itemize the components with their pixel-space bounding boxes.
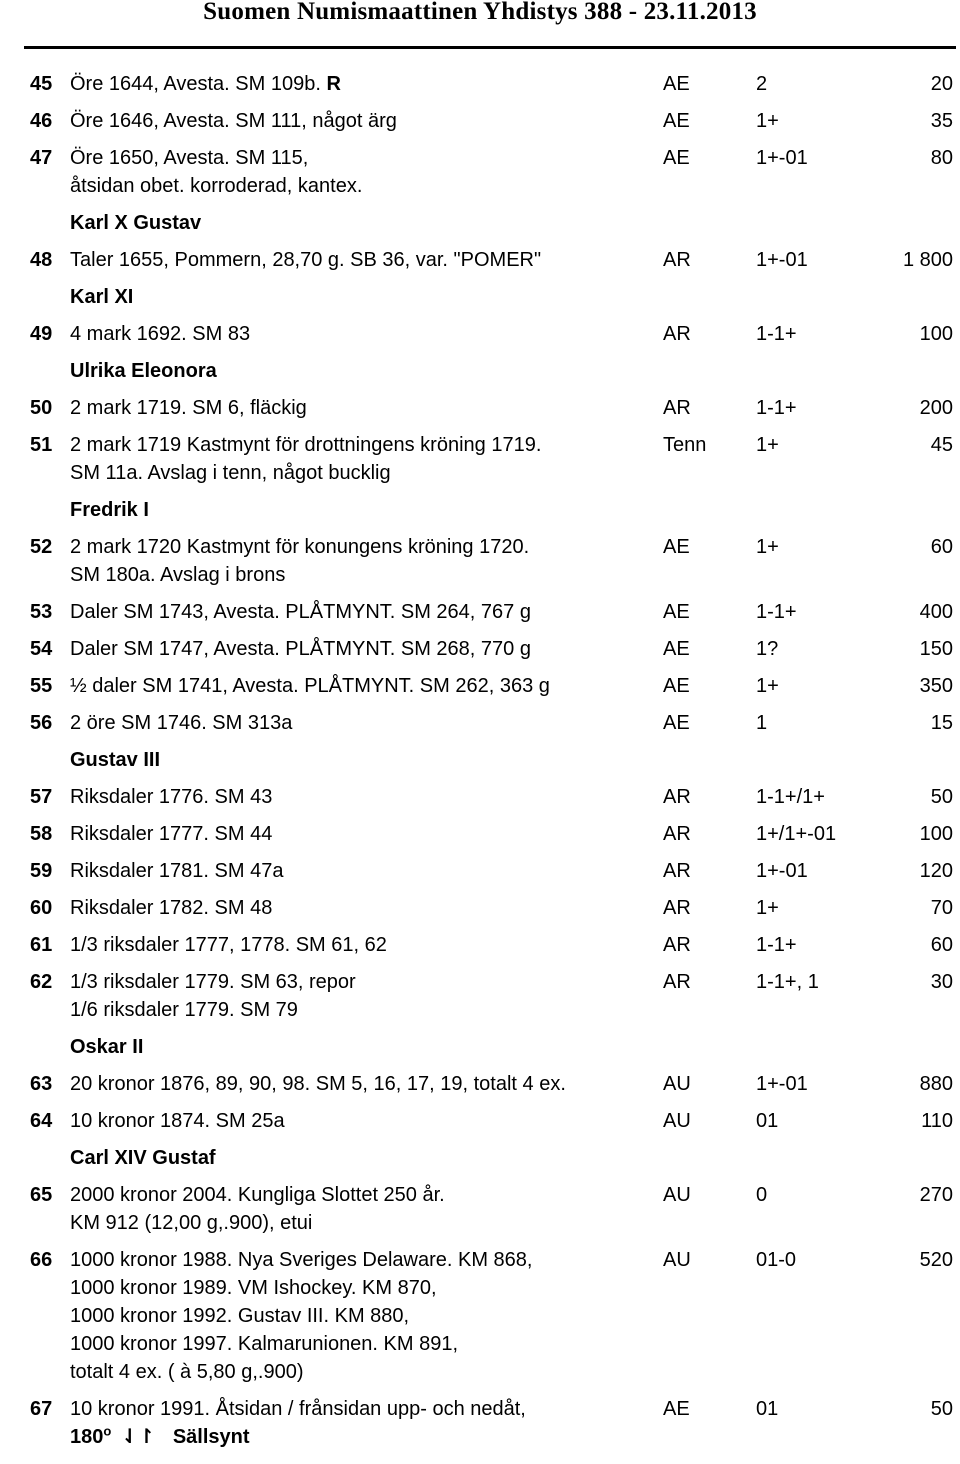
description-line [70,1070,655,1098]
metal-code: AR [663,897,691,919]
condition-grade: 1-1+/1+ [756,786,825,808]
metal-code: AE [663,638,690,660]
description-line [70,1358,655,1386]
lot-description [70,598,655,626]
description-line [70,1209,655,1237]
description-line [70,1181,655,1209]
lot-number: 63 [30,1073,53,1095]
lot-description [70,931,655,959]
description-line [70,894,655,922]
lot-row [0,931,960,959]
lot-row [0,70,960,98]
metal-code: Tenn [663,434,707,456]
description-text: 1/6 riksdaler 1779. SM 79 [70,999,298,1021]
condition-grade: 1+ [756,434,779,456]
lot-number: 65 [30,1184,53,1206]
lot-description [70,144,655,200]
description-text: 20 kronor 1876, 89, 90, 98. SM 5, 16, 17, 19, totalt 4 ex. [70,1073,566,1095]
description-line [70,996,655,1024]
lot-description [70,672,655,700]
condition-grade: 2 [756,73,768,95]
lot-number: 64 [30,1110,53,1132]
description-line [70,635,655,663]
lot-number: 67 [30,1398,53,1420]
condition-grade: 1+-01 [756,1073,808,1095]
condition-grade: 01 [756,1398,779,1420]
metal-code: AU [663,1249,691,1271]
metal-code: AU [663,1073,691,1095]
starting-price: 20 [930,73,953,95]
condition-grade: 1+ [756,536,779,558]
lot-row [0,1181,960,1237]
lot-number: 58 [30,823,53,845]
lot-number: 47 [30,147,53,169]
description-text: totalt 4 ex. ( à 5,80 g,.900) [70,1361,304,1383]
starting-price: 30 [930,971,953,993]
lot-description [70,246,655,274]
lot-description [70,431,655,487]
metal-code: AE [663,675,690,697]
lot-row [0,672,960,700]
description-text: 10 kronor 1874. SM 25a [70,1110,285,1132]
description-line [70,533,655,561]
description-text: 1/3 riksdaler 1779. SM 63, repor [70,971,356,993]
description-text: 2 mark 1719. SM 6, fläckig [70,397,307,419]
starting-price: 80 [930,147,953,169]
starting-price: 45 [930,434,953,456]
lot-description [70,107,655,135]
starting-price: 100 [919,823,953,845]
condition-grade: 1-1+, 1 [756,971,819,993]
lot-number: 45 [30,73,53,95]
starting-price: 200 [919,397,953,419]
lot-description [70,1070,655,1098]
description-line [70,820,655,848]
lot-row [0,144,960,200]
starting-price: 15 [930,712,953,734]
metal-code: AR [663,249,691,271]
lot-number: 66 [30,1249,53,1271]
rotation-angle: 180 [70,1426,104,1448]
description-line [70,1302,655,1330]
description-text: 1000 kronor 1988. Nya Sveriges Delaware. KM 868, [70,1249,533,1271]
condition-grade: 1+/1+-01 [756,823,837,845]
up-down-arrows-icon: ⇃↾ [121,1426,155,1448]
description-line [70,459,655,487]
description-text: ½ daler SM 1741, Avesta. PLÅTMYNT. SM 262, 363 g [70,675,550,697]
lot-row [0,968,960,1024]
section-heading-text: Oskar II [70,1036,144,1058]
section-heading [0,283,960,311]
section-heading [0,357,960,385]
section-heading-text: Karl X Gustav [70,212,202,234]
lot-row [0,533,960,589]
description-text: 10 kronor 1991. Åtsidan / frånsidan upp- och nedåt, [70,1398,526,1420]
lot-description [70,709,655,737]
starting-price: 350 [919,675,953,697]
description-text: Riksdaler 1777. SM 44 [70,823,273,845]
description-text: 1000 kronor 1989. VM Ishockey. KM 870, [70,1277,437,1299]
metal-code: AE [663,601,690,623]
lot-number: 48 [30,249,53,271]
section-heading-text: Fredrik I [70,499,149,521]
section-heading [0,209,960,237]
lot-description [70,320,655,348]
lot-number: 62 [30,971,53,993]
starting-price: 35 [930,110,953,132]
starting-price: 150 [919,638,953,660]
description-text: 1000 kronor 1992. Gustav III. KM 880, [70,1305,410,1327]
lot-description [70,1181,655,1237]
description-line [70,1107,655,1135]
condition-grade: 1-1+ [756,397,797,419]
lot-row [0,107,960,135]
lot-number: 57 [30,786,53,808]
starting-price: 60 [930,536,953,558]
description-text: Daler SM 1747, Avesta. PLÅTMYNT. SM 268, 770 g [70,638,531,660]
metal-code: AE [663,712,690,734]
lot-number: 51 [30,434,53,456]
lot-row [0,394,960,422]
condition-grade: 1 [756,712,768,734]
starting-price: 520 [919,1249,953,1271]
description-line [70,107,655,135]
starting-price: 270 [919,1184,953,1206]
description-text: 2 mark 1720 Kastmynt för konungens kröning 1720. [70,536,530,558]
lot-row [0,1107,960,1135]
lot-number: 60 [30,897,53,919]
condition-grade: 1+ [756,110,779,132]
section-heading-text: Gustav III [70,749,161,771]
description-text: Riksdaler 1782. SM 48 [70,897,273,919]
description-line [70,561,655,589]
lot-description [70,1395,655,1451]
lot-list [0,70,960,1460]
lot-number: 49 [30,323,53,345]
condition-grade: 1-1+ [756,601,797,623]
rarity-note: Sällsynt [172,1426,250,1448]
lot-description [70,968,655,1024]
lot-row [0,1246,960,1386]
lot-description [70,533,655,589]
section-heading-text: Karl XI [70,286,134,308]
starting-price: 120 [919,860,953,882]
condition-grade: 01 [756,1110,779,1132]
description-line [70,70,655,98]
starting-price: 50 [930,786,953,808]
description-text: SM 11a. Avslag i tenn, något bucklig [70,462,391,484]
condition-grade: 1? [756,638,779,660]
description-text: 2 mark 1719 Kastmynt för drottningens kröning 1719. [70,434,542,456]
metal-code: AR [663,971,691,993]
description-line [70,431,655,459]
description-text: 2000 kronor 2004. Kungliga Slottet 250 år. [70,1184,445,1206]
section-heading [0,746,960,774]
page-header: Suomen Numismaattinen Yhdistys 388 - 23.11.2013 [203,0,757,25]
condition-grade: 1-1+ [756,323,797,345]
description-text: Riksdaler 1776. SM 43 [70,786,273,808]
metal-code: AR [663,860,691,882]
condition-grade: 1+-01 [756,147,808,169]
starting-price: 100 [919,323,953,345]
lot-row [0,246,960,274]
metal-code: AU [663,1184,691,1206]
lot-row [0,431,960,487]
starting-price: 60 [930,934,953,956]
description-line [70,598,655,626]
lot-number: 53 [30,601,53,623]
degree-sign: o [103,1423,112,1439]
description-line [70,1246,655,1274]
lot-description [70,635,655,663]
description-text: åtsidan obet. korroderad, kantex. [70,175,363,197]
description-text: Daler SM 1743, Avesta. PLÅTMYNT. SM 264, 767 g [70,601,531,623]
metal-code: AU [663,1110,691,1132]
metal-code: AE [663,73,690,95]
lot-row [0,894,960,922]
lot-row [0,857,960,885]
section-heading [0,496,960,524]
starting-price: 880 [919,1073,953,1095]
description-text: 2 öre SM 1746. SM 313a [70,712,293,734]
description-line [70,1423,655,1451]
lot-description [70,1107,655,1135]
metal-code: AE [663,536,690,558]
lot-number: 52 [30,536,53,558]
lot-row [0,635,960,663]
lot-number: 46 [30,110,53,132]
lot-description [70,1246,655,1386]
description-line [70,857,655,885]
description-line [70,394,655,422]
description-line [70,672,655,700]
lot-number: 61 [30,934,53,956]
metal-code: AR [663,934,691,956]
starting-price: 400 [919,601,953,623]
metal-code: AE [663,1398,690,1420]
lot-row [0,783,960,811]
starting-price: 70 [930,897,953,919]
description-line [70,1274,655,1302]
description-text: Taler 1655, Pommern, 28,70 g. SB 36, var. "POMER" [70,249,542,271]
lot-description [70,894,655,922]
condition-grade: 1-1+ [756,934,797,956]
lot-row [0,598,960,626]
starting-price: 50 [930,1398,953,1420]
description-line [70,1330,655,1358]
description-text: 1/3 riksdaler 1777, 1778. SM 61, 62 [70,934,387,956]
condition-grade: 1+ [756,675,779,697]
section-heading [0,1033,960,1061]
description-line [70,968,655,996]
metal-code: AR [663,786,691,808]
lot-description [70,820,655,848]
rarity-mark: R [326,73,341,95]
section-heading-text: Ulrika Eleonora [70,360,217,382]
lot-row [0,820,960,848]
description-text: 4 mark 1692. SM 83 [70,323,251,345]
description-text: Öre 1646, Avesta. SM 111, något ärg [70,110,397,132]
lot-row [0,1395,960,1451]
condition-grade: 1+-01 [756,860,808,882]
description-line [70,1395,655,1423]
lot-row [0,709,960,737]
lot-description [70,857,655,885]
lot-number: 55 [30,675,53,697]
metal-code: AR [663,397,691,419]
lot-number: 50 [30,397,53,419]
description-line [70,246,655,274]
condition-grade: 1+-01 [756,249,808,271]
lot-number: 59 [30,860,53,882]
description-line [70,709,655,737]
description-text: Öre 1650, Avesta. SM 115, [70,147,309,169]
description-line [70,320,655,348]
description-line [70,783,655,811]
starting-price: 110 [921,1110,953,1132]
lot-row [0,320,960,348]
lot-row [0,1070,960,1098]
description-text: 1000 kronor 1997. Kalmarunionen. KM 891, [70,1333,459,1355]
description-line [70,172,655,200]
lot-description [70,70,655,98]
metal-code: AR [663,323,691,345]
condition-grade: 1+ [756,897,779,919]
lot-number: 54 [30,638,53,660]
description-text: Riksdaler 1781. SM 47a [70,860,284,882]
metal-code: AE [663,110,690,132]
section-heading-text: Carl XIV Gustaf [70,1147,216,1169]
description-line [70,931,655,959]
lot-description [70,394,655,422]
description-text: Öre 1644, Avesta. SM 109b. [70,73,327,95]
description-line [70,144,655,172]
metal-code: AE [663,147,690,169]
lot-number: 56 [30,712,53,734]
condition-grade: 0 [756,1184,768,1206]
metal-code: AR [663,823,691,845]
header-rule [24,46,956,49]
description-text: SM 180a. Avslag i brons [70,564,286,586]
section-heading [0,1144,960,1172]
starting-price: 1 800 [902,249,953,271]
lot-description [70,783,655,811]
condition-grade: 01-0 [756,1249,797,1271]
description-text: KM 912 (12,00 g,.900), etui [70,1212,313,1234]
